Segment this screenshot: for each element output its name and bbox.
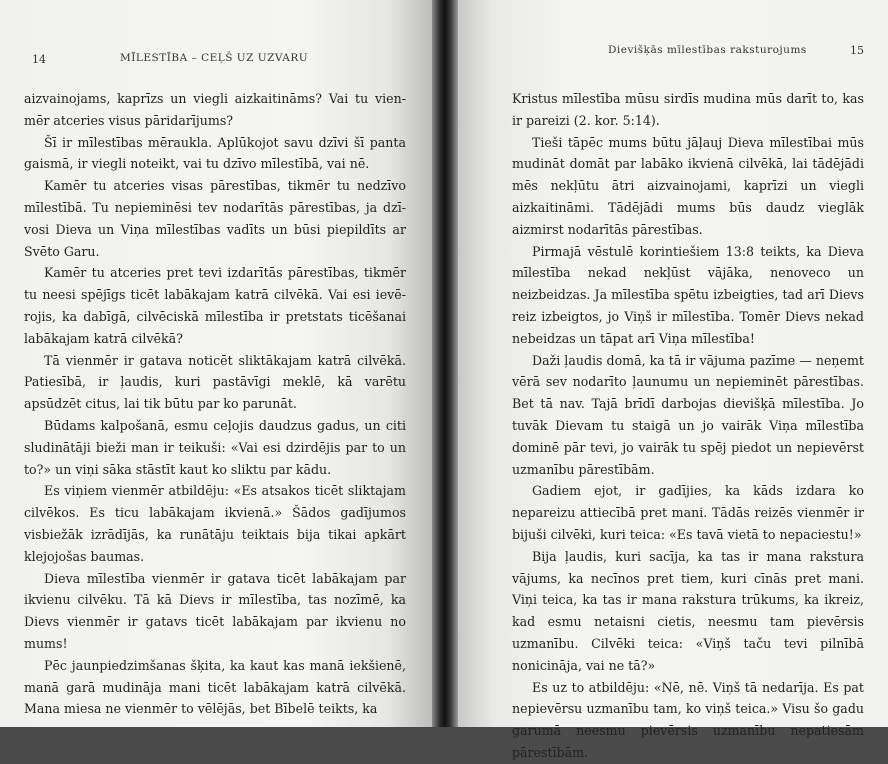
- right-paragraph: Bija ļaudis, kuri sacīja, ka tas ir mana rakstura vājums, ka necīnos pret tiem, kuri cīnās pret mani. Viņi teica, ka tas ir mana rakstura trūkums, ka ikreiz, kad esmu netaisni cietis, neesmu tam pievērsis uzmanību. Cilvēki teica: «Viņš taču tevi pilnībā nonicināja, vai ne tā?»: [512, 548, 864, 673]
- right-paragraph: Pirmajā vēstulē korintiešiem 13:8 teikts, ka Dieva mīlestība nekad nekļūst vājāka, nenoveco un neizbeidzas. Ja mīlestība spētu izbeigties, tad arī Dievs reiz izbeigtos, jo Viņš ir mīlestība. Tomēr Dievs nekad nebeidzas un tāpat arī Viņa mīlestība!: [512, 243, 864, 346]
- left-paragraph: Pēc jaunpiedzimšanas šķita, ka kaut kas manā iekšienē, manā garā mudināja mani ticēt labākajam katrā cilvēkā. Mana miesa ne vienmēr to vēlējās, bet Bībelē teikts, ka: [24, 657, 406, 717]
- left-paragraph: Būdams kalpošanā, esmu ceļojis daudzus gadus, un citi sludinātāji bieži man ir teikuši: «Vai esi dzirdējis par to un to?» un viņi sāka stāstīt kaut ko sliktu par kādu.: [24, 417, 406, 477]
- left-text-block: [24, 88, 406, 720]
- right-paragraph: Daži ļaudis domā, ka tā ir vājuma pazīme — neņemt vērā sev nodarīto ļaunumu un nepieminēt pārestības. Bet tā nav. Tajā brīdī darbojas dievišķā mīlestība. Jo tuvāk Dievam tu staigā un jo vairāk Viņa mīlestība dominē pār tevi, jo vairāk tu spēj piedot un nepievērst uzmanību pārestībām.: [512, 352, 864, 477]
- left-paragraph: Kamēr tu atceries pret tevi izdarītās pārestības, tikmēr tu neesi spējīgs ticēt labākajam katrā cilvēkā. Vai esi ievērojis, ka dabīgā, cilvēciskā mīlestība ir pretstats ticēšanai labākajam katrā cilvēkā?: [24, 265, 406, 346]
- right-page-number: 15: [850, 44, 864, 57]
- left-paragraph: Kamēr tu atceries visas pārestības, tikmēr tu nedzīvo mīlestībā. Tu nepieminēsi tev nodarītās pārestības, ja dzīvosi Dieva un Viņa mīlestības vadīts un būsi piepildīts ar Svēto Garu.: [24, 178, 406, 259]
- left-page-number: 14: [32, 53, 46, 66]
- left-paragraph: aizvainojams, kaprīzs un viegli aizkaitināms? Vai tu vienmēr atceries visus pāridarījums?: [24, 91, 406, 128]
- left-paragraph: Tā vienmēr ir gatava noticēt sliktākajam katrā cilvēkā. Patiesībā, ir ļaudis, kuri pastāvīgi meklē, kā varētu apsūdzēt citus, lai tik būtu par ko parunāt.: [24, 352, 406, 412]
- left-paragraph: Dieva mīlestība vienmēr ir gatava ticēt labākajam par ikvienu cilvēku. Tā kā Dievs ir mīlestība, tas nozīmē, ka Dievs vienmēr ir gatavs ticēt labākajam par ikvienu no mums!: [24, 570, 406, 651]
- left-running-head: MĪLESTĪBA – CEĻŠ UZ UZVARU: [120, 52, 309, 64]
- left-page: [0, 0, 432, 727]
- right-text-block: [512, 88, 864, 764]
- book-gutter: [432, 0, 458, 727]
- left-paragraph: Šī ir mīlestības mēraukla. Aplūkojot savu dzīvi šī panta gaismā, ir viegli noteikt, vai tu dzīvo mīlestībā, vai nē.: [24, 134, 406, 172]
- right-paragraph: Gadiem ejot, ir gadījies, ka kāds izdara ko nepareizu attiecībā pret mani. Tādās reizēs vienmēr ir bijuši cilvēki, kuri teica: «Es tavā vietā to nepaciestu!»: [512, 483, 864, 542]
- left-paragraph: Es viņiem vienmēr atbildēju: «Es atsakos ticēt sliktajam cilvēkos. Es ticu labākajam ikvienā.» Šādos gadījumos visbiežāk izrādījās, ka runātāju teiktais bija tikai apkārt klejojošas baumas.: [24, 483, 406, 564]
- right-paragraph: Tieši tāpēc mums būtu jāļauj Dieva mīlestībai mūs mudināt domāt par labāko ikvienā cilvēkā, lai tādējādi mēs nekļūtu ātri aizvainojami, kaprīzi un viegli aizkaitināmi. Tādējādi mums būs daudz vieglāk aizmirst nodarītās pārestības.: [512, 134, 864, 237]
- right-paragraph: Es uz to atbildēju: «Nē, nē. Viņš tā nedarīja. Es pat nepievērsu uzmanību tam, ko viņš teica.» Visu šo gadu garumā neesmu pievērsis uzmanību nepatiesām pārestībām.: [512, 679, 864, 760]
- right-running-head: Dievišķās mīlestības raksturojums: [608, 44, 807, 56]
- right-paragraph: Kristus mīlestība mūsu sirdīs mudina mūs darīt to, kas ir pareizi (2. kor. 5:14).: [512, 91, 864, 128]
- right-page: [458, 0, 888, 760]
